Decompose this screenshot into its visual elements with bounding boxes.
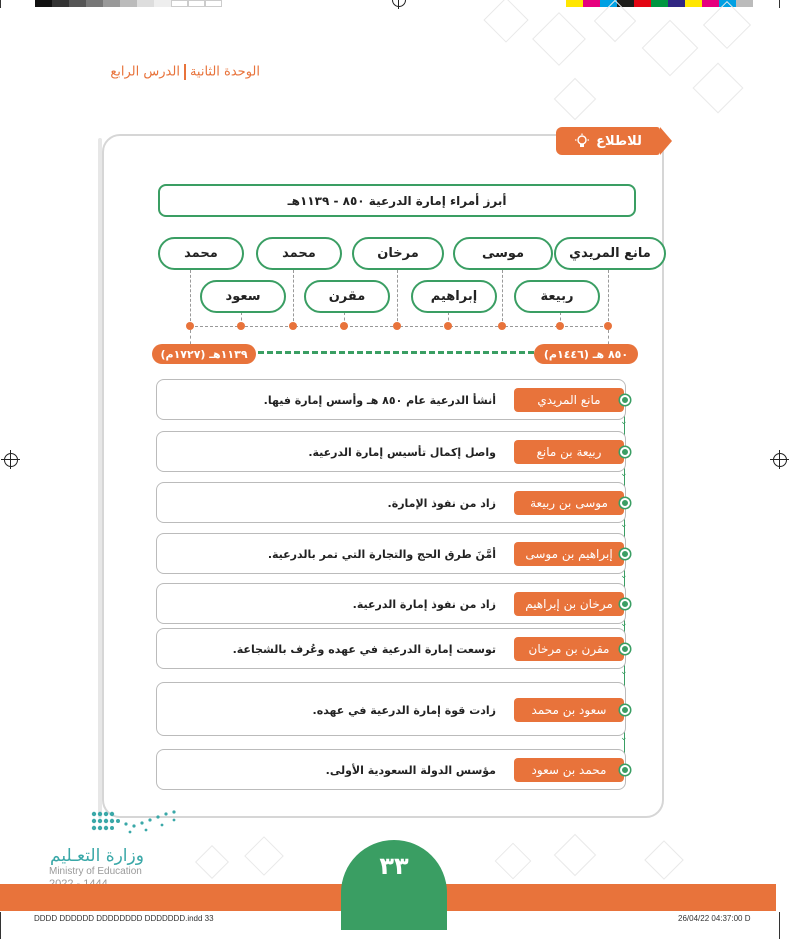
timeline-dot xyxy=(604,322,612,330)
chevron-down-icon: ⌄ xyxy=(620,667,628,677)
ruler-row-name: مقرن بن مرخان xyxy=(514,637,624,661)
decor-diamond xyxy=(554,834,596,876)
print-timestamp: 26/04/22 04:37:00 D xyxy=(678,914,751,923)
ruler-row-desc: أمَّنَ طرق الحج والتجارة التي تمر بالدرعية. xyxy=(267,548,496,561)
decor-diamond xyxy=(693,63,744,114)
timeline-dot xyxy=(186,322,194,330)
ministry-logo-dots-icon xyxy=(90,808,182,842)
decor-diamond xyxy=(495,843,532,880)
ruler-row-dot xyxy=(620,705,630,715)
page-number: ٣٣ xyxy=(379,852,409,880)
ruler-row-name: إبراهيم بن موسى xyxy=(514,542,624,566)
decor-diamond xyxy=(644,840,684,880)
ruler-row-desc: واصل إكمال تأسيس إمارة الدرعية. xyxy=(308,446,496,459)
ruler-row-desc: توسعت إمارة الدرعية في عهده وعُرف بالشجاعة. xyxy=(232,643,496,656)
timeline-dot xyxy=(498,322,506,330)
ruler-row-desc: أنشأ الدرعية عام ٨٥٠ هـ وأسس إمارة فيها. xyxy=(263,394,496,407)
ruler-row-desc: زاد من نفوذ الإمارة. xyxy=(387,497,496,510)
ruler-row-dot xyxy=(620,644,630,654)
decor-diamond xyxy=(195,845,229,879)
ruler-row-name: مانع المريدي xyxy=(514,388,624,412)
ruler-row-name: مرخان بن إبراهيم xyxy=(514,592,624,616)
connector-line xyxy=(608,270,609,326)
timeline-bar xyxy=(258,351,534,354)
chevron-down-icon: ⌄ xyxy=(620,733,628,743)
ruler-pill: موسى xyxy=(453,237,553,270)
decor-diamond xyxy=(554,78,596,120)
registration-mark xyxy=(4,453,18,467)
connector-line xyxy=(502,270,503,326)
ruler-row-desc: مؤسس الدولة السعودية الأولى. xyxy=(325,764,496,777)
ruler-row-name: موسى بن ربيعة xyxy=(514,491,624,515)
header-separator xyxy=(184,64,186,80)
ruler-pill: محمد xyxy=(256,237,342,270)
timeline-dot xyxy=(289,322,297,330)
crop-mark xyxy=(0,912,1,939)
timeline-dot xyxy=(237,322,245,330)
ruler-pill: ربيعة xyxy=(514,280,600,313)
ruler-row-desc: زاد من نفوذ إمارة الدرعية. xyxy=(352,598,496,611)
unit-title: الوحدة الثانية xyxy=(189,64,260,80)
chevron-down-icon: ⌄ xyxy=(620,520,628,530)
grayscale-bar xyxy=(35,0,222,7)
timeline-dot xyxy=(556,322,564,330)
end-date-pill: ١١٣٩هـ (١٧٢٧م) xyxy=(152,344,256,364)
chevron-down-icon: ⌄ xyxy=(620,619,628,629)
timeline-dot xyxy=(340,322,348,330)
chevron-down-icon: ⌄ xyxy=(620,417,628,427)
ruler-row-dot xyxy=(620,765,630,775)
info-tag-label: للاطلاع xyxy=(596,133,642,149)
ruler-row-name: محمد بن سعود xyxy=(514,758,624,782)
file-slug: DDDD DDDDDD DDDDDDDD DDDDDDD.indd 33 xyxy=(34,914,214,923)
crop-mark xyxy=(779,0,780,8)
ruler-pill: محمد xyxy=(158,237,244,270)
registration-mark xyxy=(392,0,406,7)
ruler-row-desc: زادت قوة إمارة الدرعية في عهده. xyxy=(312,704,496,717)
connector-line xyxy=(293,270,294,326)
chevron-down-icon: ⌄ xyxy=(620,469,628,479)
connector-line xyxy=(397,270,398,326)
ruler-row-dot xyxy=(620,599,630,609)
decor-diamond xyxy=(642,20,699,77)
crop-mark xyxy=(779,912,780,939)
timeline-dot xyxy=(393,322,401,330)
registration-mark xyxy=(773,453,787,467)
ruler-pill: مرخان xyxy=(352,237,444,270)
ruler-row-dot xyxy=(620,395,630,405)
ruler-pill: سعود xyxy=(200,280,286,313)
ruler-row-dot xyxy=(620,498,630,508)
timeline-dot xyxy=(444,322,452,330)
lightbulb-icon xyxy=(574,133,590,149)
ruler-pill: مانع المريدي xyxy=(554,237,666,270)
decor-diamond xyxy=(244,836,284,876)
ruler-pill: مقرن xyxy=(304,280,390,313)
ruler-row-dot xyxy=(620,447,630,457)
ruler-row-name: سعود بن محمد xyxy=(514,698,624,722)
ruler-pill: إبراهيم xyxy=(411,280,497,313)
start-date-pill: ٨٥٠ هـ (١٤٤٦م) xyxy=(534,344,638,364)
connector-line xyxy=(190,270,191,326)
info-tag-tail xyxy=(660,127,672,155)
decor-diamond xyxy=(483,0,528,43)
chart-title: أبرز أمراء إمارة الدرعية ٨٥٠ - ١١٣٩هـ xyxy=(158,184,636,217)
lesson-title: الدرس الرابع xyxy=(110,64,180,80)
decor-diamond xyxy=(532,12,586,66)
ministry-name-english: Ministry of Education xyxy=(49,866,142,877)
decor-diamond xyxy=(703,1,751,49)
ministry-name-arabic: وزارة التعـليم xyxy=(50,846,144,866)
ruler-row-dot xyxy=(620,549,630,559)
crop-mark xyxy=(0,0,1,8)
ruler-row-name: ربيعة بن مانع xyxy=(514,440,624,464)
info-tag xyxy=(556,127,660,155)
chevron-down-icon: ⌄ xyxy=(620,571,628,581)
page-header xyxy=(110,64,260,80)
